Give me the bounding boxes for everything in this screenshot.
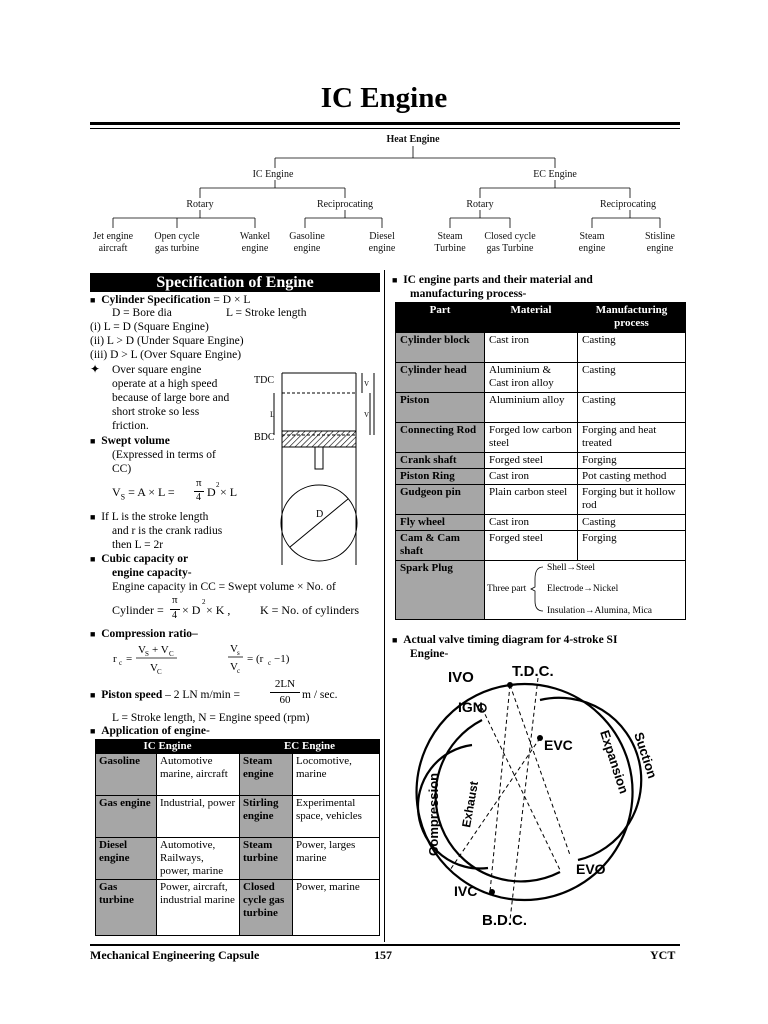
table-row bbox=[96, 796, 380, 838]
bullet-icon: ■ bbox=[90, 629, 96, 639]
cyl-spec-label: Cylinder Specification bbox=[101, 294, 211, 306]
over-square-note-5: friction. bbox=[112, 420, 149, 432]
table-cell: Stirling engine bbox=[240, 796, 293, 838]
table-row bbox=[396, 561, 686, 620]
valve-timing-diagram bbox=[410, 660, 670, 936]
cyl-eq-pi: π bbox=[172, 594, 178, 606]
over-square-note-1: Over square engine bbox=[112, 364, 202, 376]
bullet-icon: ■ bbox=[90, 295, 96, 305]
application-table bbox=[95, 739, 380, 936]
if-text-3: then L = 2r bbox=[112, 539, 164, 551]
tree-leaf: Wankel bbox=[239, 231, 271, 242]
table-row bbox=[96, 838, 380, 880]
tree-ec-recip: Reciprocating bbox=[599, 199, 657, 210]
tree-leaf: Jet engine bbox=[92, 231, 134, 242]
table-cell: Gas turbine bbox=[96, 880, 157, 936]
tree-root: Heat Engine bbox=[386, 134, 440, 145]
table-cell: Fly wheel bbox=[396, 515, 485, 531]
diameter-label: D bbox=[316, 509, 324, 520]
table-row bbox=[96, 754, 380, 796]
tree-leaf: aircraft bbox=[98, 243, 128, 254]
bullet-icon: ■ bbox=[90, 554, 96, 564]
table-row bbox=[396, 423, 686, 453]
swept-equation bbox=[112, 477, 262, 510]
cubic-text: Engine capacity in CC = Swept volume × No. of bbox=[112, 581, 336, 593]
table-row bbox=[396, 393, 686, 423]
tree-leaf: engine bbox=[646, 243, 674, 254]
eq-d: D bbox=[207, 485, 216, 499]
compression-ratio-line bbox=[90, 627, 198, 641]
parts-intro-line bbox=[392, 273, 593, 287]
table-row bbox=[96, 880, 380, 936]
cubic-label-2: engine capacity- bbox=[112, 567, 192, 579]
table-row bbox=[396, 485, 686, 515]
application-label: Application of engine- bbox=[101, 725, 210, 737]
svg-text:V: V bbox=[150, 662, 158, 674]
table-cell: Forged steel bbox=[485, 453, 578, 469]
ivc-label: IVC bbox=[454, 883, 478, 899]
title-rule-thin bbox=[90, 128, 680, 129]
compression-label: Compression bbox=[426, 772, 441, 856]
piston-speed-label: Piston speed bbox=[101, 689, 163, 701]
piston-speed-text: – 2 LN m/min = bbox=[162, 689, 240, 701]
table-cell: Diesel engine bbox=[96, 838, 157, 880]
vs-label: V bbox=[364, 411, 370, 419]
cubic-line bbox=[90, 552, 188, 566]
tree-leaf: gas Turbine bbox=[486, 243, 534, 254]
stroke-text: L = Stroke length bbox=[226, 307, 307, 319]
cubic-label: Cubic capacity or bbox=[101, 553, 189, 565]
over-square-note-3: because of large bore and bbox=[112, 392, 230, 404]
tree-leaf: Closed cycle bbox=[484, 231, 536, 242]
tdc-top-label: T.D.C. bbox=[512, 663, 554, 680]
table-cell: Connecting Rod bbox=[396, 423, 485, 453]
table-cell: Steam engine bbox=[240, 754, 293, 796]
table-cell: Casting bbox=[578, 363, 686, 393]
swept-note-1: (Expressed in terms of bbox=[112, 449, 216, 461]
table-cell: Forging but it hollow rod bbox=[578, 485, 686, 515]
bore-text: D = Bore dia bbox=[112, 307, 172, 319]
svg-text:−1): −1) bbox=[274, 653, 290, 665]
piston-note: L = Stroke length, N = Engine speed (rpm) bbox=[112, 712, 310, 724]
spark-shell: Shell→Steel bbox=[547, 563, 596, 573]
eq-vs bbox=[112, 485, 175, 501]
bullet-icon: ■ bbox=[90, 726, 96, 736]
piston-speed-line bbox=[90, 688, 240, 702]
table-row bbox=[396, 531, 686, 561]
tree-leaf: engine bbox=[368, 243, 396, 254]
app-header-ec: EC Engine bbox=[240, 740, 380, 754]
bdc-bottom-label: B.D.C. bbox=[482, 912, 527, 929]
application-line bbox=[90, 724, 210, 738]
table-cell: Cast iron bbox=[485, 469, 578, 485]
bullet-icon: ■ bbox=[90, 512, 96, 522]
svg-text:c: c bbox=[237, 667, 241, 675]
if-line bbox=[90, 510, 208, 524]
table-row bbox=[396, 515, 686, 531]
tdc-label: TDC bbox=[254, 375, 274, 386]
over-square-note-2: operate at a high speed bbox=[112, 378, 218, 390]
app-header-ic: IC Engine bbox=[96, 740, 240, 754]
table-cell: Forged steel bbox=[485, 531, 578, 561]
svg-text:=: = bbox=[126, 653, 133, 665]
table-cell: Piston Ring bbox=[396, 469, 485, 485]
table-row bbox=[396, 453, 686, 469]
tree-ec: EC Engine bbox=[533, 169, 577, 180]
cyl-spec-formula: = D × L bbox=[210, 294, 251, 306]
table-cell: Power, marine bbox=[293, 880, 380, 936]
exhaust-label: Exhaust bbox=[459, 780, 482, 829]
over-square-engine: (iii) D > L (Over Square Engine) bbox=[90, 349, 242, 361]
svg-text:V: V bbox=[138, 644, 146, 656]
evc-label: EVC bbox=[544, 737, 573, 753]
table-cell: Forging bbox=[578, 453, 686, 469]
svg-text:c: c bbox=[119, 659, 123, 667]
swept-volume-line bbox=[90, 434, 170, 448]
over-square-note-4: short stroke so less bbox=[112, 406, 200, 418]
table-cell: Experimental space, vehicles bbox=[293, 796, 380, 838]
svg-text:= (r: = (r bbox=[247, 653, 264, 665]
tree-leaf: Open cycle bbox=[154, 231, 200, 242]
spark-insulation: Insulation→Alumina, Mica bbox=[547, 606, 653, 616]
svg-text:C: C bbox=[157, 668, 162, 676]
bullet-icon: ■ bbox=[90, 436, 96, 446]
table-row bbox=[396, 363, 686, 393]
tree-leaf: Diesel bbox=[369, 231, 395, 242]
bullet-icon: ■ bbox=[392, 275, 398, 285]
bdc-label: BDC bbox=[254, 432, 275, 443]
table-cell: Casting bbox=[578, 515, 686, 531]
title-rule bbox=[90, 122, 680, 125]
table-cell: Plain carbon steel bbox=[485, 485, 578, 515]
table-cell: Gasoline bbox=[96, 754, 157, 796]
table-cell: Cam & Cam shaft bbox=[396, 531, 485, 561]
eq-pi: π bbox=[196, 477, 202, 489]
svg-text:V: V bbox=[230, 661, 238, 673]
table-cell: Steam turbine bbox=[240, 838, 293, 880]
piston-frac-num: 2LN bbox=[274, 678, 296, 690]
spec-heading: Specification of Engine bbox=[90, 273, 380, 292]
table-cell: Locomotive, marine bbox=[293, 754, 380, 796]
table-cell: Gudgeon pin bbox=[396, 485, 485, 515]
table-cell: Forging and heat treated bbox=[578, 423, 686, 453]
eq-axl: = A × L = bbox=[125, 485, 175, 499]
cyl-eq-four: 4 bbox=[172, 610, 177, 621]
ign-label: IGN bbox=[458, 699, 483, 715]
tree-leaf: Steam bbox=[579, 231, 605, 242]
cyl-eq-a: Cylinder = bbox=[112, 603, 164, 617]
table-cell: Aluminium alloy bbox=[485, 393, 578, 423]
spark-plug-diagram bbox=[485, 561, 685, 619]
tree-leaf: engine bbox=[293, 243, 321, 254]
table-cell: Forged low carbon steel bbox=[485, 423, 578, 453]
table-cell: Casting bbox=[578, 333, 686, 363]
swept-note-2: CC) bbox=[112, 463, 132, 475]
table-cell: Cylinder head bbox=[396, 363, 485, 393]
valve-heading-2: Engine- bbox=[410, 648, 449, 660]
eq-v: V bbox=[112, 485, 121, 499]
eq-sub-s: S bbox=[120, 492, 126, 502]
cyl-spec-line bbox=[90, 293, 250, 307]
table-row bbox=[396, 469, 686, 485]
square-engine: (i) L = D (Square Engine) bbox=[90, 321, 209, 333]
table-cell: Aluminium & Cast iron alloy bbox=[485, 363, 578, 393]
table-cell: Cylinder block bbox=[396, 333, 485, 363]
svg-text:r: r bbox=[113, 653, 117, 665]
tree-leaf: Gasoline bbox=[289, 231, 325, 242]
parts-intro-1: IC engine parts and their material and bbox=[403, 274, 593, 286]
parts-header-material: Material bbox=[485, 303, 578, 333]
valve-heading-line bbox=[392, 633, 617, 647]
spark-three-part: Three part bbox=[487, 584, 527, 594]
tree-leaf: Turbine bbox=[434, 243, 466, 254]
pointer-icon: ✦ bbox=[90, 362, 101, 376]
tree-leaf: Stisline bbox=[644, 231, 676, 242]
svg-text:S: S bbox=[145, 650, 149, 658]
table-cell: Power, aircraft, industrial marine bbox=[157, 880, 240, 936]
piston-frac-bar bbox=[270, 692, 300, 693]
page-title: IC Engine bbox=[320, 82, 448, 114]
piston-frac-den: 60 bbox=[279, 694, 291, 706]
svg-text:C: C bbox=[169, 650, 174, 658]
spark-plug-cell: Spark Plug bbox=[396, 561, 485, 620]
svg-text:c: c bbox=[268, 659, 272, 667]
spark-electrode: Electrode→Nickel bbox=[547, 584, 619, 594]
bullet-icon: ■ bbox=[392, 635, 398, 645]
table-row bbox=[396, 333, 686, 363]
if-text-2: and r is the crank radius bbox=[112, 525, 223, 537]
cylinder-equation bbox=[112, 596, 382, 628]
table-cell: Power, larges marine bbox=[293, 838, 380, 880]
svg-text:+ V: + V bbox=[152, 644, 169, 656]
if-text-1: If L is the stroke length bbox=[101, 511, 209, 523]
parts-table bbox=[395, 302, 686, 620]
under-square-engine: (ii) L > D (Under Square Engine) bbox=[90, 335, 244, 347]
table-cell: Industrial, power bbox=[157, 796, 240, 838]
tree-leaf: gas turbine bbox=[154, 243, 200, 254]
swept-volume-label: Swept volume bbox=[101, 435, 170, 447]
ivo-label: IVO bbox=[448, 669, 474, 686]
table-cell: Casting bbox=[578, 393, 686, 423]
tree-ic-rotary: Rotary bbox=[186, 199, 214, 210]
tree-ic: IC Engine bbox=[252, 169, 294, 180]
spark-plug-detail bbox=[485, 561, 686, 620]
column-divider bbox=[384, 270, 385, 942]
table-cell: Cast iron bbox=[485, 333, 578, 363]
footer-rule bbox=[90, 944, 680, 946]
table-cell: Automotive marine, aircraft bbox=[157, 754, 240, 796]
footer-book-title: Mechanical Engineering Capsule bbox=[90, 948, 260, 962]
table-cell: Gas engine bbox=[96, 796, 157, 838]
tree-leaf: engine bbox=[241, 243, 269, 254]
tree-ec-rotary: Rotary bbox=[466, 199, 494, 210]
svg-text:s: s bbox=[237, 649, 240, 657]
table-cell: Crank shaft bbox=[396, 453, 485, 469]
table-cell: Pot casting method bbox=[578, 469, 686, 485]
suction-label: Suction bbox=[631, 730, 661, 781]
eq-xl: × L bbox=[220, 485, 238, 499]
parts-intro-2: manufacturing process- bbox=[410, 288, 527, 300]
cyl-eq-c: × K , bbox=[206, 603, 231, 617]
cyl-eq-b: × D bbox=[182, 603, 201, 617]
tree-leaf: engine bbox=[578, 243, 606, 254]
k-note: K = No. of cylinders bbox=[260, 603, 360, 617]
eq-two: 2 bbox=[216, 481, 220, 489]
parts-header-part: Part bbox=[396, 303, 485, 333]
tree-ic-recip: Reciprocating bbox=[316, 199, 374, 210]
table-cell: Piston bbox=[396, 393, 485, 423]
table-cell: Automotive, Railways, power, marine bbox=[157, 838, 240, 880]
expansion-label: Expansion bbox=[597, 728, 632, 796]
table-cell: Closed cycle gas turbine bbox=[240, 880, 293, 936]
compression-ratio-equation bbox=[110, 640, 310, 680]
tree-leaves bbox=[93, 231, 676, 254]
parts-header-process: Manufacturing process bbox=[578, 303, 686, 333]
cylinder-diagram bbox=[252, 365, 382, 575]
table-cell: Cast iron bbox=[485, 515, 578, 531]
table-cell: Forging bbox=[578, 531, 686, 561]
bullet-icon: ■ bbox=[90, 690, 96, 700]
vc-label: V bbox=[364, 380, 370, 388]
heat-engine-tree bbox=[80, 130, 680, 260]
svg-text:V: V bbox=[230, 643, 238, 655]
footer-publisher: YCT bbox=[650, 948, 676, 962]
footer-page-number: 157 bbox=[374, 948, 392, 962]
eq-four: 4 bbox=[196, 492, 201, 503]
l-label: L bbox=[270, 410, 275, 419]
cyl-eq-two: 2 bbox=[202, 598, 206, 606]
tree-leaf: Steam bbox=[437, 231, 463, 242]
compression-ratio-label: Compression ratio– bbox=[101, 628, 198, 640]
piston-unit: m / sec. bbox=[302, 689, 338, 701]
evo-label: EVO bbox=[576, 861, 606, 877]
valve-heading-1: Actual valve timing diagram for 4-stroke SI bbox=[403, 634, 618, 646]
